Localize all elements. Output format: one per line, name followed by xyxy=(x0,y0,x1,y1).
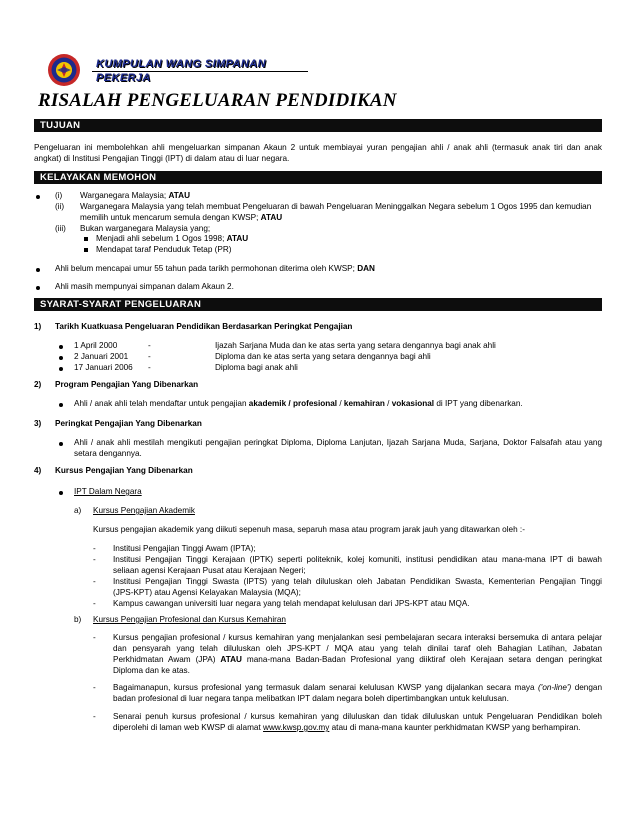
eligibility-line: Bukan warganegara Malaysia yang; xyxy=(80,224,211,233)
level-text-line2: setara dengannya. xyxy=(74,449,142,458)
bullet-icon xyxy=(36,195,40,199)
date-sep: - xyxy=(148,352,151,361)
academic-item: Institusi Pengajian Tinggi Kerajaan (IPTK) seperti politeknik, kolej komuniti, institusi pendidikan atau mana-mana IPT di bawah xyxy=(113,555,602,564)
dash: - xyxy=(93,633,96,642)
academic-item: Institusi Pengajian Tinggi Swasta (IPTS) yang telah diluluskan oleh Jabatan Pendidikan Swasta, Kementerian Pengajian Tinggi xyxy=(113,577,602,586)
date-cell: 1 April 2000 xyxy=(74,341,118,350)
online-line: Bagaimanapun, kursus profesional yang termasuk dalam senarai kelulusan KWSP yang dijalankan secara maya ('on-line') dengan xyxy=(113,683,603,692)
square-bullet-icon xyxy=(84,248,88,252)
item-title: Tarikh Kuatkuasa Pengeluaran Pendidikan Berdasarkan Peringkat Pengajian xyxy=(55,322,353,331)
sub-title: Kursus Pengajian Akademik xyxy=(93,506,195,515)
level-text-line1: Ahli / anak ahli mestilah mengikuti pengajian peringkat Diploma, Diploma Lanjutan, Ijazah Sarjana Muda, Sarjana, Doktor Falsafah atau yang xyxy=(74,438,602,447)
dash: - xyxy=(93,712,96,721)
bullet-icon xyxy=(36,286,40,290)
bullet-icon xyxy=(59,491,63,495)
item-title: Kursus Pengajian Yang Dibenarkan xyxy=(55,466,193,475)
bullet-icon xyxy=(59,442,63,446)
org-banner xyxy=(92,57,308,84)
kwsp-logo xyxy=(47,53,81,87)
dash: - xyxy=(93,555,96,564)
academic-item: Kampus cawangan universiti luar negara yang telah mendapat kelulusan dari JPS-KPT atau MQA. xyxy=(113,599,470,608)
item-num: 3) xyxy=(34,419,42,428)
date-sep: - xyxy=(148,341,151,350)
bullet-icon xyxy=(36,268,40,272)
bullet-icon xyxy=(59,345,63,349)
date-sep: - xyxy=(148,363,151,372)
eligibility-citizen: Warganegara Malaysia; ATAU xyxy=(80,191,190,200)
date-desc: Diploma bagi anak ahli xyxy=(215,363,298,372)
sub-title: Kursus Pengajian Profesional dan Kursus Kemahiran xyxy=(93,615,286,624)
eligibility-line: memilih untuk mencarum semula dengan KWSP; ATAU xyxy=(80,213,283,222)
list-num: (ii) xyxy=(55,202,65,211)
professional-line: Kursus pengajian profesional / kursus kemahiran yang menjalankan sesi pembelajaran secara interaksi bersemuka di antara pelajar xyxy=(113,633,602,642)
eligibility-sub: Mendapat taraf Penduduk Tetap (PR) xyxy=(96,245,232,254)
item-num: 2) xyxy=(34,380,42,389)
professional-line: dan pensyarah yang telah diluluskan oleh JPS-KPT / MQA atau yang telah dinilai taraf oleh Bahagian Latihan, Jabatan xyxy=(113,644,602,653)
professional-line: Perkhidmatan Awam (JPA) ATAU mana-mana Badan-Badan Profesional yang diiktiraf oleh Kerajaan setara dengan peringkat xyxy=(113,655,602,664)
item-title: Program Pengajian Yang Dibenarkan xyxy=(55,380,199,389)
document-title: RISALAH PENGELUARAN PENDIDIKAN xyxy=(38,90,397,111)
academic-intro: Kursus pengajian akademik yang diikuti sepenuh masa, separuh masa atau program jarak jauh yang ditawarkan oleh :- xyxy=(93,525,525,534)
dash: - xyxy=(93,577,96,586)
eligibility-line: Warganegara Malaysia yang telah membuat Pengeluaran di bawah Pengeluaran Meninggalkan Negara sebelum 1 Ogos 1995 dan kemudian xyxy=(80,202,592,211)
full-list-line: Senarai penuh kursus profesional / kursus kemahiran yang diluluskan dan tidak diluluskan untuk Pengeluaran Pendidikan boleh xyxy=(113,712,602,721)
section-heading-syarat: SYARAT-SYARAT PENGELUARAN xyxy=(34,298,602,311)
date-desc: Diploma dan ke atas serta yang setara dengannya bagi ahli xyxy=(215,352,431,361)
date-desc: Ijazah Sarjana Muda dan ke atas serta yang setara dengannya bagi anak ahli xyxy=(215,341,496,350)
ipt-label: IPT Dalam Negara xyxy=(74,487,142,496)
eligibility-age: Ahli belum mencapai umur 55 tahun pada tarikh permohonan diterima oleh KWSP; DAN xyxy=(55,264,375,273)
dash: - xyxy=(93,599,96,608)
bullet-icon xyxy=(59,367,63,371)
online-line: badan profesional di luar negara tanpa melibatkan IPT dalam negara boleh dipertimbangkan untuk kelulusan. xyxy=(113,694,509,703)
list-num: (iii) xyxy=(55,224,66,233)
item-title: Peringkat Pengajian Yang Dibenarkan xyxy=(55,419,202,428)
academic-item: Institusi Pengajian Tinggi Awam (IPTA); xyxy=(113,544,256,553)
sub-label: b) xyxy=(74,615,82,624)
academic-item: (JPS-KPT) atau Agensi Kelayakan Malaysia (MQA); xyxy=(113,588,301,597)
item-num: 4) xyxy=(34,466,42,475)
kwsp-website-link[interactable]: www.kwsp.gov.my xyxy=(263,723,330,732)
sub-label: a) xyxy=(74,506,82,515)
eligibility-sub: Menjadi ahli sebelum 1 Ogos 1998; ATAU xyxy=(96,234,249,243)
section-heading-tujuan: TUJUAN xyxy=(34,119,602,132)
date-cell: 2 Januari 2001 xyxy=(74,352,129,361)
bullet-icon xyxy=(59,356,63,360)
dash: - xyxy=(93,683,96,692)
academic-item: seliaan agensi Kerajaan Pusat atau Kerajaan Negeri; xyxy=(113,566,306,575)
full-list-line: diperolehi di laman web KWSP di alamat www.kwsp.gov.my atau di mana-mana kaunter perkhidmatan KWSP yang berhampiran. xyxy=(113,723,581,732)
professional-line: Diploma dan ke atas. xyxy=(113,666,190,675)
tujuan-text-line1: Pengeluaran ini membolehkan ahli mengeluarkan simpanan Akaun 2 untuk membiayai yuran pengajian ahli / anak ahli (termasuk anak tiri dan anak xyxy=(34,143,602,152)
eligibility-account: Ahli masih mempunyai simpanan dalam Akaun 2. xyxy=(55,282,234,291)
list-num: (i) xyxy=(55,191,63,200)
dash: - xyxy=(93,544,96,553)
bullet-icon xyxy=(59,403,63,407)
tujuan-text-line2: angkat) di Institusi Pengajian Tinggi (IPT) di dalam atau di luar negara. xyxy=(34,154,290,163)
program-text: Ahli / anak ahli telah mendaftar untuk pengajian akademik / profesional / kemahiran / vokasional di IPT yang dibenarkan. xyxy=(74,399,523,408)
square-bullet-icon xyxy=(84,237,88,241)
item-num: 1) xyxy=(34,322,42,331)
section-heading-kelayakan: KELAYAKAN MEMOHON xyxy=(34,171,602,184)
org-name: KUMPULAN WANG SIMPANAN PEKERJA xyxy=(96,58,266,84)
date-cell: 17 Januari 2006 xyxy=(74,363,133,372)
